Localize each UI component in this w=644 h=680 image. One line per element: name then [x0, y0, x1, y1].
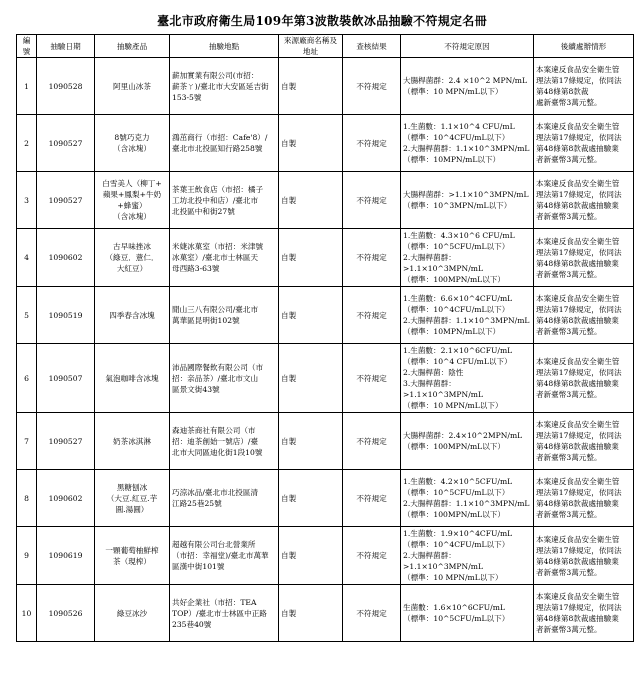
cell-location-line: TOP）/臺北市士林區中正路	[172, 608, 267, 618]
table-row	[17, 470, 634, 527]
cell-follow-line: 者新臺幣3萬元整。	[536, 269, 602, 279]
cell-follow-line: 第48條第8款裁處抽驗業	[536, 614, 619, 623]
cell-source: 自製	[279, 172, 343, 229]
table-row	[17, 527, 634, 585]
cell-reason-line: 2.大腸桿菌群：1.1×10^3MPN/mL	[403, 144, 530, 153]
cell-product-line: 大紅豆）	[116, 264, 148, 273]
cell-follow-line: 本案違反食品安全衛生管	[536, 592, 620, 601]
cell-reason	[401, 344, 534, 413]
cell-reason-line: 1.生菌數：4.2×10^5CFU/mL	[403, 477, 513, 486]
table-row	[17, 413, 634, 470]
cell-product-line: 一顆葡萄柚鮮榨	[105, 545, 159, 555]
cell-reason-line: 大腸桿菌群：2.4×10^2MPN/mL	[403, 431, 523, 440]
cell-product	[95, 287, 170, 344]
cell-follow-line: 理法第17條規定，依同法	[536, 545, 622, 555]
cell-no: 6	[17, 344, 37, 413]
cell-result: 不符規定	[343, 585, 401, 642]
cell-follow	[534, 413, 634, 470]
cell-no: 10	[17, 585, 37, 642]
cell-reason-line: （標準：10^3MPN/mL以下）	[403, 201, 512, 210]
cell-reason-line: （標準：10 MPN/mL以下）	[403, 573, 503, 582]
cell-product	[95, 344, 170, 413]
cell-follow-line: 第48條第8款裁處抽驗業	[536, 144, 619, 153]
table-body	[17, 58, 634, 642]
cell-reason-line: （標準：10^4CFU/mL以下）	[403, 540, 510, 549]
cell-location-line: 超越有限公司台北營業所	[172, 540, 256, 549]
cell-follow	[534, 344, 634, 413]
cell-follow-line: 第48條第8款裁處抽驗業	[536, 201, 619, 210]
cell-reason	[401, 585, 534, 642]
cell-follow-line: 理法第17條規定，依同法	[536, 603, 622, 612]
cell-reason-line: 1.生菌數：1.1×10^4 CFU/mL	[403, 122, 515, 131]
cell-location	[170, 229, 279, 287]
cell-product-line: （含冰塊）	[113, 212, 151, 221]
cell-reason-line: 2.大腸桿菌群：1.1×10^3MPN/mL	[403, 316, 530, 325]
cell-location	[170, 585, 279, 642]
cell-location-line: 區漢中街101號	[172, 562, 225, 571]
header-location: 抽驗地點	[170, 35, 279, 58]
cell-date: 1090602	[37, 470, 95, 527]
cell-reason-line: （標準：10^4CFU/mL以下）	[403, 305, 510, 314]
cell-result: 不符規定	[343, 58, 401, 115]
cell-location	[170, 172, 279, 229]
cell-date: 1090528	[37, 58, 95, 115]
table-row	[17, 58, 634, 115]
cell-follow	[534, 172, 634, 229]
cell-location-line: 森迪茶商社有限公司（市	[172, 425, 256, 435]
cell-result: 不符規定	[343, 287, 401, 344]
cell-reason-line: 3.大腸桿菌群：>1.1×10^3MPN/mL	[403, 379, 483, 399]
cell-date: 1090527	[37, 115, 95, 172]
cell-product-line: 茶（現榨）	[113, 556, 151, 566]
cell-reason-line: 大腸桿菌群：2.4 ×10^2 MPN/mL	[403, 76, 528, 85]
cell-reason	[401, 172, 534, 229]
cell-location	[170, 287, 279, 344]
cell-product-line: 古早味挫冰	[113, 242, 151, 251]
cell-follow-line: 本案違反食品安全衛生管	[536, 122, 620, 131]
cell-follow-line: 理法第17條規定，依同法	[536, 431, 622, 440]
cell-follow-line: 本案違反食品安全衛生管	[536, 420, 620, 429]
cell-source: 自製	[279, 470, 343, 527]
table-header-row	[17, 35, 634, 58]
cell-follow-line: 者新臺幣3萬元整。	[536, 155, 602, 164]
cell-location	[170, 58, 279, 115]
cell-product	[95, 115, 170, 172]
cell-no: 1	[17, 58, 37, 115]
cell-follow-line: 者新臺幣3萬元整。	[536, 510, 602, 519]
cell-follow-line: 第48條第8款裁處抽驗業	[536, 556, 619, 566]
cell-reason-line: （標準：10 MPN/mL以下）	[403, 401, 503, 410]
cell-location-line: 235巷40號	[172, 619, 212, 629]
cell-follow-line: 理法第17條規定，依同法	[536, 488, 622, 497]
cell-result: 不符規定	[343, 229, 401, 287]
cell-reason-line: 2.大腸桿菌群：>1.1×10^3MPN/mL	[403, 551, 483, 571]
cell-product	[95, 229, 170, 287]
cell-source: 自製	[279, 58, 343, 115]
cell-source: 自製	[279, 585, 343, 642]
cell-product	[95, 585, 170, 642]
cell-location	[170, 344, 279, 413]
cell-location-line: 萬華區昆明街102號	[172, 316, 240, 325]
header-result: 查核結果	[343, 35, 401, 58]
cell-product-line: +蜂蜜）	[117, 201, 147, 210]
cell-follow-line: 本案違反食品安全衛生管	[536, 534, 620, 544]
cell-source: 自製	[279, 115, 343, 172]
cell-product-line: 白雪美人（柳丁+	[102, 179, 162, 188]
cell-location-line: 茶葉王飲食店（市招：橘子	[172, 184, 264, 194]
document-title: 臺北市政府衛生局109年第3波散裝飲冰品抽驗不符規定名冊	[157, 14, 487, 28]
header-date: 抽驗日期	[37, 35, 95, 58]
cell-location-line: 薪茶ㄚ)/臺北市大安區延吉街	[172, 81, 269, 91]
cell-date: 1090519	[37, 287, 95, 344]
cell-location-line: 米婕冰菓室（市招：米津號	[172, 242, 264, 251]
cell-follow-line: 者新臺幣3萬元整。	[536, 567, 602, 577]
cell-follow-line: 理法第17條規定，依同法	[536, 247, 622, 257]
cell-location-line: 沛品國際餐飲有限公司（市	[172, 362, 264, 372]
cell-date: 1090619	[37, 527, 95, 585]
cell-follow	[534, 287, 634, 344]
cell-no: 2	[17, 115, 37, 172]
cell-reason-line: （標準：10 MPN/mL以下）	[403, 87, 503, 96]
cell-follow-line: 處新臺幣3萬元整。	[536, 98, 602, 107]
table-row	[17, 229, 634, 287]
cell-follow-line: 者新臺幣3萬元整。	[536, 453, 602, 462]
cell-reason-line: （標準：10^4 CFU/mL以下）	[403, 357, 512, 366]
cell-location	[170, 470, 279, 527]
cell-product-line: （大豆.紅豆.芋	[106, 493, 158, 503]
header-follow: 後續處辦情形	[534, 35, 634, 58]
header-no: 編號	[17, 35, 37, 58]
cell-follow	[534, 470, 634, 527]
cell-source: 自製	[279, 229, 343, 287]
cell-no: 4	[17, 229, 37, 287]
cell-product-line: 奶茶冰淇淋	[113, 436, 151, 446]
cell-source: 自製	[279, 413, 343, 470]
cell-follow-line: 第48條第8款裁處抽驗業	[536, 499, 619, 508]
cell-follow-line: 者新臺幣3萬元整。	[536, 625, 602, 634]
cell-reason-line: （標準：10^5CFU/mL以下）	[403, 614, 510, 623]
cell-product	[95, 58, 170, 115]
cell-reason-line: （標準：100MPN/mL以下）	[403, 442, 505, 451]
header-reason: 不符規定原因	[401, 35, 534, 58]
cell-location-line: 共好企業社（市招：TEA	[172, 597, 257, 607]
cell-product	[95, 413, 170, 470]
cell-reason-line: 大腸桿菌群：>1.1×10^3MPN/mL	[403, 190, 529, 199]
cell-result: 不符規定	[343, 344, 401, 413]
cell-follow-line: 者新臺幣3萬元整。	[536, 390, 602, 399]
cell-follow-line: 本案違反食品安全衛生管	[536, 294, 620, 303]
cell-source: 自製	[279, 287, 343, 344]
cell-follow-line: 理法第17條規定，依同法	[536, 305, 622, 314]
cell-location-line: 鴻茁商行（市招：Cafe'8）/	[172, 133, 268, 142]
cell-product-line: 綠豆冰沙	[116, 608, 148, 618]
cell-follow	[534, 585, 634, 642]
cell-no: 5	[17, 287, 37, 344]
cell-follow-line: 本案違反食品安全衛生管	[536, 236, 620, 246]
cell-location-line: 臺北市北投區知行路258號	[172, 144, 263, 153]
cell-product	[95, 527, 170, 585]
cell-product-line: （綠豆．薏仁．	[105, 253, 159, 262]
cell-follow-line: 第48條第8款裁處抽驗業	[536, 316, 619, 325]
cell-location-line: 母西路3-63號	[172, 264, 220, 273]
cell-no: 3	[17, 172, 37, 229]
cell-result: 不符規定	[343, 527, 401, 585]
violations-table	[16, 34, 634, 642]
cell-product-line: （含冰塊）	[113, 144, 151, 153]
cell-follow	[534, 58, 634, 115]
cell-location-line: 巧涼冰品/臺北市北投區清	[172, 488, 259, 497]
cell-date: 1090527	[37, 172, 95, 229]
cell-reason	[401, 527, 534, 585]
cell-follow-line: 理法第17條規定，依同法	[536, 368, 622, 377]
cell-location-line: 閒山三八有限公司/臺北市	[172, 305, 259, 314]
cell-follow	[534, 115, 634, 172]
cell-no: 8	[17, 470, 37, 527]
cell-reason-line: 2.大腸桿菌群：>1.1×10^3MPN/mL	[403, 253, 483, 273]
cell-reason	[401, 58, 534, 115]
table-row	[17, 344, 634, 413]
table-row	[17, 172, 634, 229]
cell-location	[170, 115, 279, 172]
cell-product-line: 四季春含冰塊	[109, 310, 155, 320]
cell-reason-line: （標準：100MPN/mL以下）	[403, 510, 505, 519]
cell-follow-line: 第48條第8款裁處抽驗業	[536, 442, 619, 451]
cell-follow-line: 理法第17條規定，依同法	[536, 133, 622, 142]
cell-follow-line: 理法第17條規定，依同法	[536, 190, 622, 199]
cell-reason	[401, 413, 534, 470]
cell-result: 不符規定	[343, 470, 401, 527]
cell-reason-line: （標準：100MPN/mL以下）	[403, 275, 505, 284]
cell-follow-line: 本案違反食品安全衛生管	[536, 477, 620, 486]
cell-follow-line: 者新臺幣3萬元整。	[536, 212, 602, 221]
cell-follow-line: 第48條第8款裁處抽驗業	[536, 379, 619, 388]
cell-result: 不符規定	[343, 172, 401, 229]
cell-location	[170, 527, 279, 585]
table-row	[17, 115, 634, 172]
cell-location-line: 招：亲品茶）/臺北市文山	[172, 373, 259, 383]
cell-reason	[401, 287, 534, 344]
cell-follow-line: 理法第17條規定，依同法	[536, 76, 622, 85]
cell-reason-line: 2.大腸桿菌群：1.1×10^3MPN/mL	[403, 499, 530, 508]
cell-location-line: 北投區中和街27號	[172, 206, 235, 216]
cell-reason	[401, 470, 534, 527]
cell-product-line: 黑糖刨冰	[116, 482, 148, 492]
cell-source: 自製	[279, 344, 343, 413]
cell-reason-line: 1.生菌數：2.1×10^6CFU/mL	[403, 346, 513, 355]
table-row	[17, 287, 634, 344]
cell-location	[170, 413, 279, 470]
cell-location-line: 北市大同區迪化街1段10號	[172, 447, 263, 457]
table-row	[17, 585, 634, 642]
cell-follow-line: 本案違反食品安全衛生管	[536, 357, 620, 366]
cell-product	[95, 172, 170, 229]
cell-reason-line: （標準：10MPN/mL以下）	[403, 327, 501, 336]
cell-reason-line: 生菌數：1.6×10^6CFU/mL	[403, 603, 505, 612]
cell-reason-line: 1.生菌數：4.3×10^6 CFU/mL	[403, 231, 515, 240]
cell-reason-line: 1.生菌數：6.6×10^4CFU/mL	[403, 294, 513, 303]
cell-product-line: 阿里山冰茶	[113, 81, 151, 91]
cell-follow	[534, 229, 634, 287]
cell-date: 1090527	[37, 413, 95, 470]
cell-source: 自製	[279, 527, 343, 585]
cell-follow-line: 本案違反食品安全衛生管	[536, 65, 620, 74]
cell-reason-line: 2.大腸桿菌：陰性	[403, 368, 464, 377]
cell-reason-line: 1.生菌數：1.9×10^4CFU/mL	[403, 529, 513, 538]
cell-follow	[534, 527, 634, 585]
cell-product-line: 8號巧克力	[114, 133, 150, 142]
cell-location-line: 江路25巷25號	[172, 499, 222, 508]
cell-follow-line: 第48條第8款裁	[536, 87, 589, 96]
cell-product-line: 蘋果+鳳梨+牛奶	[102, 190, 162, 199]
cell-location-line: 區景文街43號	[172, 384, 220, 394]
cell-location-line: 冰菓室）/臺北市士林區天	[172, 253, 259, 262]
header-product: 抽驗產品	[95, 35, 170, 58]
header-source: 來源廠商名稱及地址	[279, 35, 343, 58]
cell-follow-line: 第48條第8款裁處抽驗業	[536, 258, 619, 268]
cell-product	[95, 470, 170, 527]
cell-product-line: 圓.湯圓）	[115, 504, 149, 514]
cell-follow-line: 者新臺幣3萬元整。	[536, 327, 602, 336]
cell-result: 不符規定	[343, 115, 401, 172]
cell-reason-line: （標準：10MPN/mL以下）	[403, 155, 501, 164]
cell-location-line: （市招：幸福堂)/臺北市萬華	[172, 551, 269, 560]
cell-no: 9	[17, 527, 37, 585]
cell-date: 1090526	[37, 585, 95, 642]
cell-reason-line: （標準：10^5CFU/mL以下）	[403, 242, 510, 251]
cell-date: 1090602	[37, 229, 95, 287]
cell-result: 不符規定	[343, 413, 401, 470]
cell-location-line: 招：迪茶創始一號店）/臺	[172, 436, 259, 446]
cell-reason	[401, 229, 534, 287]
cell-reason	[401, 115, 534, 172]
cell-location-line: 153-5號	[172, 92, 202, 102]
cell-location-line: 薪加實業有限公司(市招：	[172, 70, 259, 80]
cell-date: 1090507	[37, 344, 95, 413]
cell-no: 7	[17, 413, 37, 470]
cell-product-line: 氣泡咖啡含冰塊	[105, 373, 159, 383]
cell-follow-line: 本案違反食品安全衛生管	[536, 179, 620, 188]
cell-reason-line: （標準：10^4CFU/mL以下）	[403, 133, 510, 142]
cell-location-line: 工坊北投中和店）/臺北市	[172, 195, 259, 205]
cell-reason-line: （標準：10^5CFU/mL以下）	[403, 488, 510, 497]
